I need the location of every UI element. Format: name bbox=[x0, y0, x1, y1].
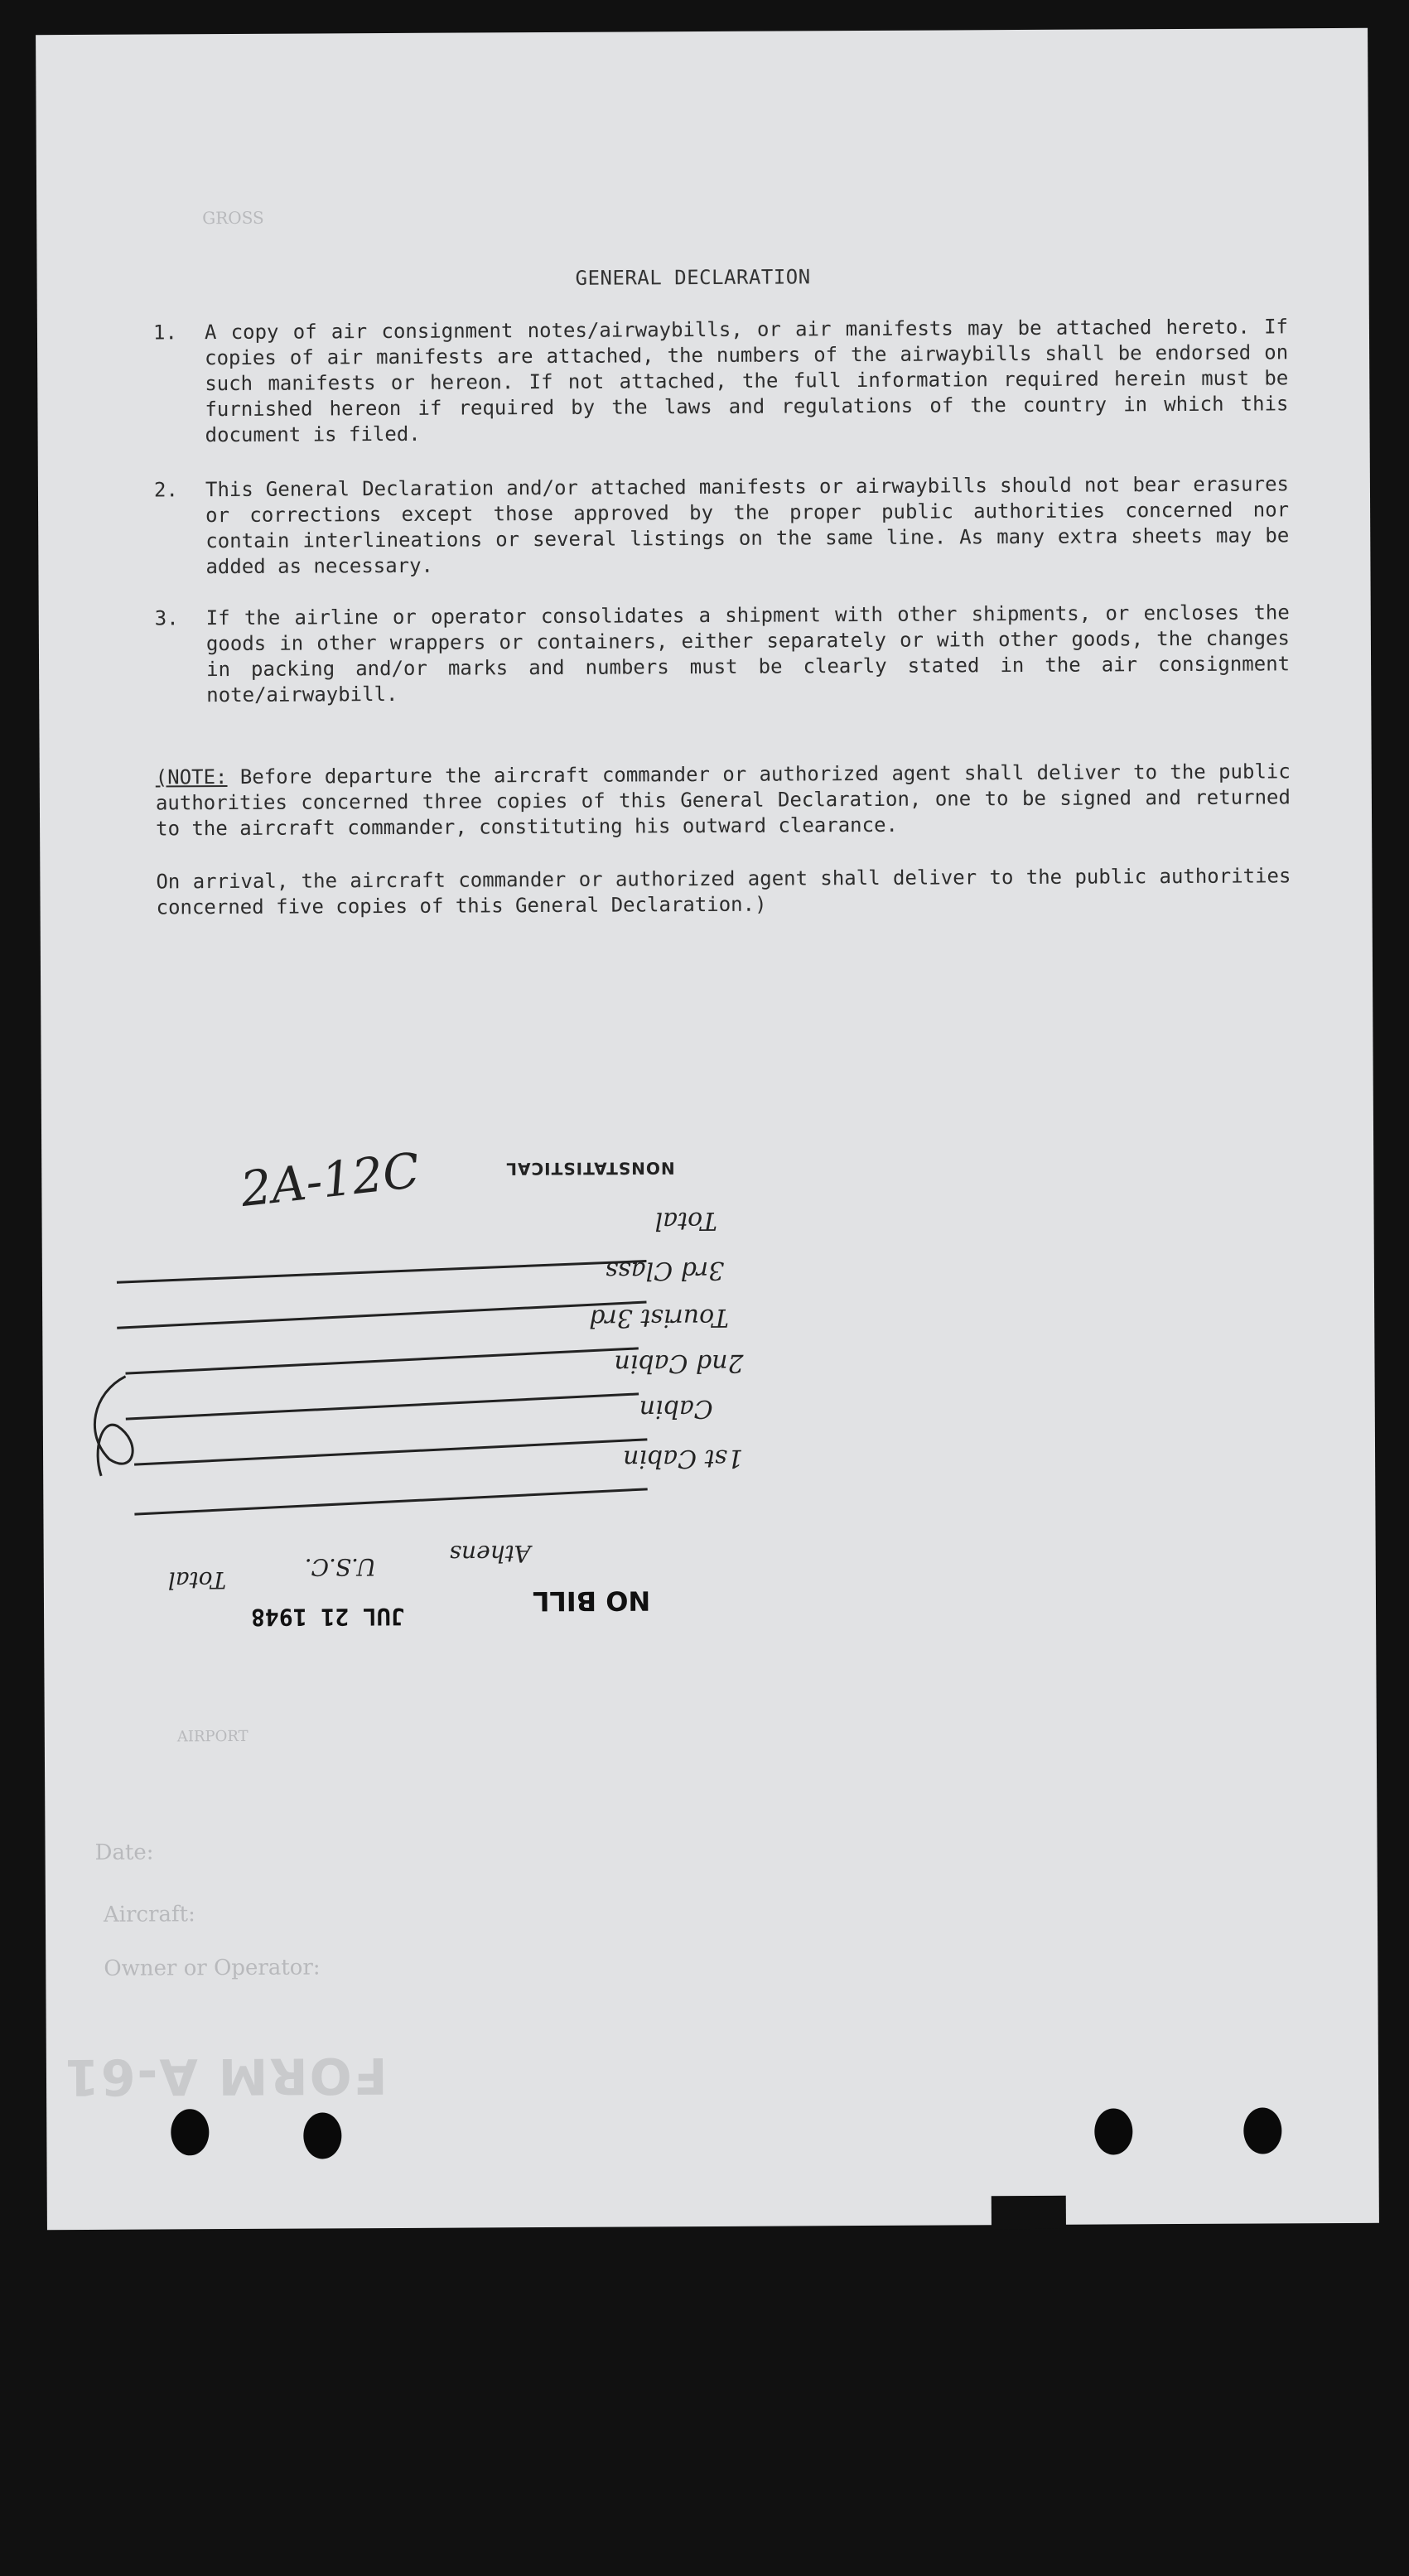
note-paragraph bbox=[156, 759, 1291, 842]
class-label-tourist-3rd: Tourist 3rd bbox=[589, 1302, 729, 1333]
class-label-1st-cabin: 1st Cabin bbox=[622, 1443, 744, 1474]
handwritten-code: 2A-12C bbox=[238, 1141, 422, 1218]
show-through-airport-label: AIRPORT bbox=[176, 1727, 249, 1746]
instruction-item-1 bbox=[152, 314, 1289, 447]
item-text: This General Declaration and/or attached manifests or airwaybills should not bear erasures or corrections except those approved by the proper public authorities concerned nor contain interlineations or several listings on the same line. As many extra sheets may be added as necessary. bbox=[205, 472, 1290, 579]
class-label-total: Total bbox=[654, 1205, 717, 1236]
item-number: 2. bbox=[153, 478, 178, 502]
stamp-rule bbox=[126, 1392, 639, 1420]
show-through-owner-label: Owner or Operator: bbox=[104, 1955, 321, 1981]
class-label-2nd-cabin: 2nd Cabin bbox=[614, 1348, 744, 1378]
punch-hole bbox=[1094, 2108, 1132, 2154]
class-label-3rd-class: 3rd Class bbox=[605, 1255, 725, 1286]
stamp-rule bbox=[117, 1300, 646, 1329]
document-page bbox=[36, 28, 1379, 2230]
note-text: Before departure the aircraft commander or authorized agent shall deliver to the public authorities concerned three copies of this General Declaration, one to be signed and returned to the aircraft commander, constituting his outward clearance. bbox=[155, 760, 1291, 841]
punch-hole bbox=[303, 2112, 341, 2159]
stamp-date: JUL 21 1948 bbox=[250, 1602, 405, 1631]
show-through-date-label: Date: bbox=[94, 1840, 154, 1865]
show-through-text: GROSS bbox=[202, 207, 264, 229]
stamp-city: Athens bbox=[449, 1540, 531, 1568]
show-through-form-number: FORM A-61 bbox=[62, 2046, 388, 2106]
show-through-aircraft-label: Aircraft: bbox=[103, 1902, 195, 1927]
class-label-cabin: Cabin bbox=[639, 1393, 713, 1424]
instruction-item-3 bbox=[155, 600, 1291, 713]
stamp-total: Total bbox=[167, 1566, 227, 1594]
handwritten-initials bbox=[75, 1360, 151, 1493]
punch-hole bbox=[1243, 2107, 1281, 2154]
item-number: 3. bbox=[154, 606, 179, 630]
stamp-rule bbox=[125, 1347, 638, 1374]
binding-clip bbox=[992, 2196, 1066, 2229]
stamp-rule bbox=[134, 1438, 647, 1465]
punch-hole bbox=[171, 2109, 209, 2155]
item-text: If the airline or operator consolidates a shipment with other shipments, or encloses the goods in other wrappers or containers, either separately or with other goods, the changes in packing and/or marks and numbers must be clearly stated in the air consignment note/airwaybill. bbox=[205, 601, 1291, 707]
note-prefix: (NOTE: bbox=[155, 765, 228, 789]
stamp-rule bbox=[134, 1488, 647, 1515]
stamp-office: U.S.C. bbox=[304, 1553, 377, 1581]
no-bill-stamp: NO BILL bbox=[532, 1585, 651, 1618]
document-title: GENERAL DECLARATION bbox=[575, 265, 811, 290]
item-number: 1. bbox=[152, 321, 177, 345]
arrival-paragraph: On arrival, the aircraft commander or authorized agent shall deliver to the public authorities concerned five copies of this General Declaration.) bbox=[156, 864, 1291, 919]
item-text: A copy of air consignment notes/airwaybills, or air manifests may be attached hereto. If copies of air manifests are attached, the numbers of the airwaybills shall be endorsed on such manifests or hereon. If not attached, the full information required herein must be furnished hereon if required by the laws and regulations of the country in which this document is filed. bbox=[204, 315, 1289, 447]
nonstatistical-stamp: NONSTATISTICAL bbox=[505, 1158, 675, 1179]
instruction-item-2 bbox=[154, 471, 1290, 585]
stamp-rule bbox=[117, 1260, 647, 1284]
